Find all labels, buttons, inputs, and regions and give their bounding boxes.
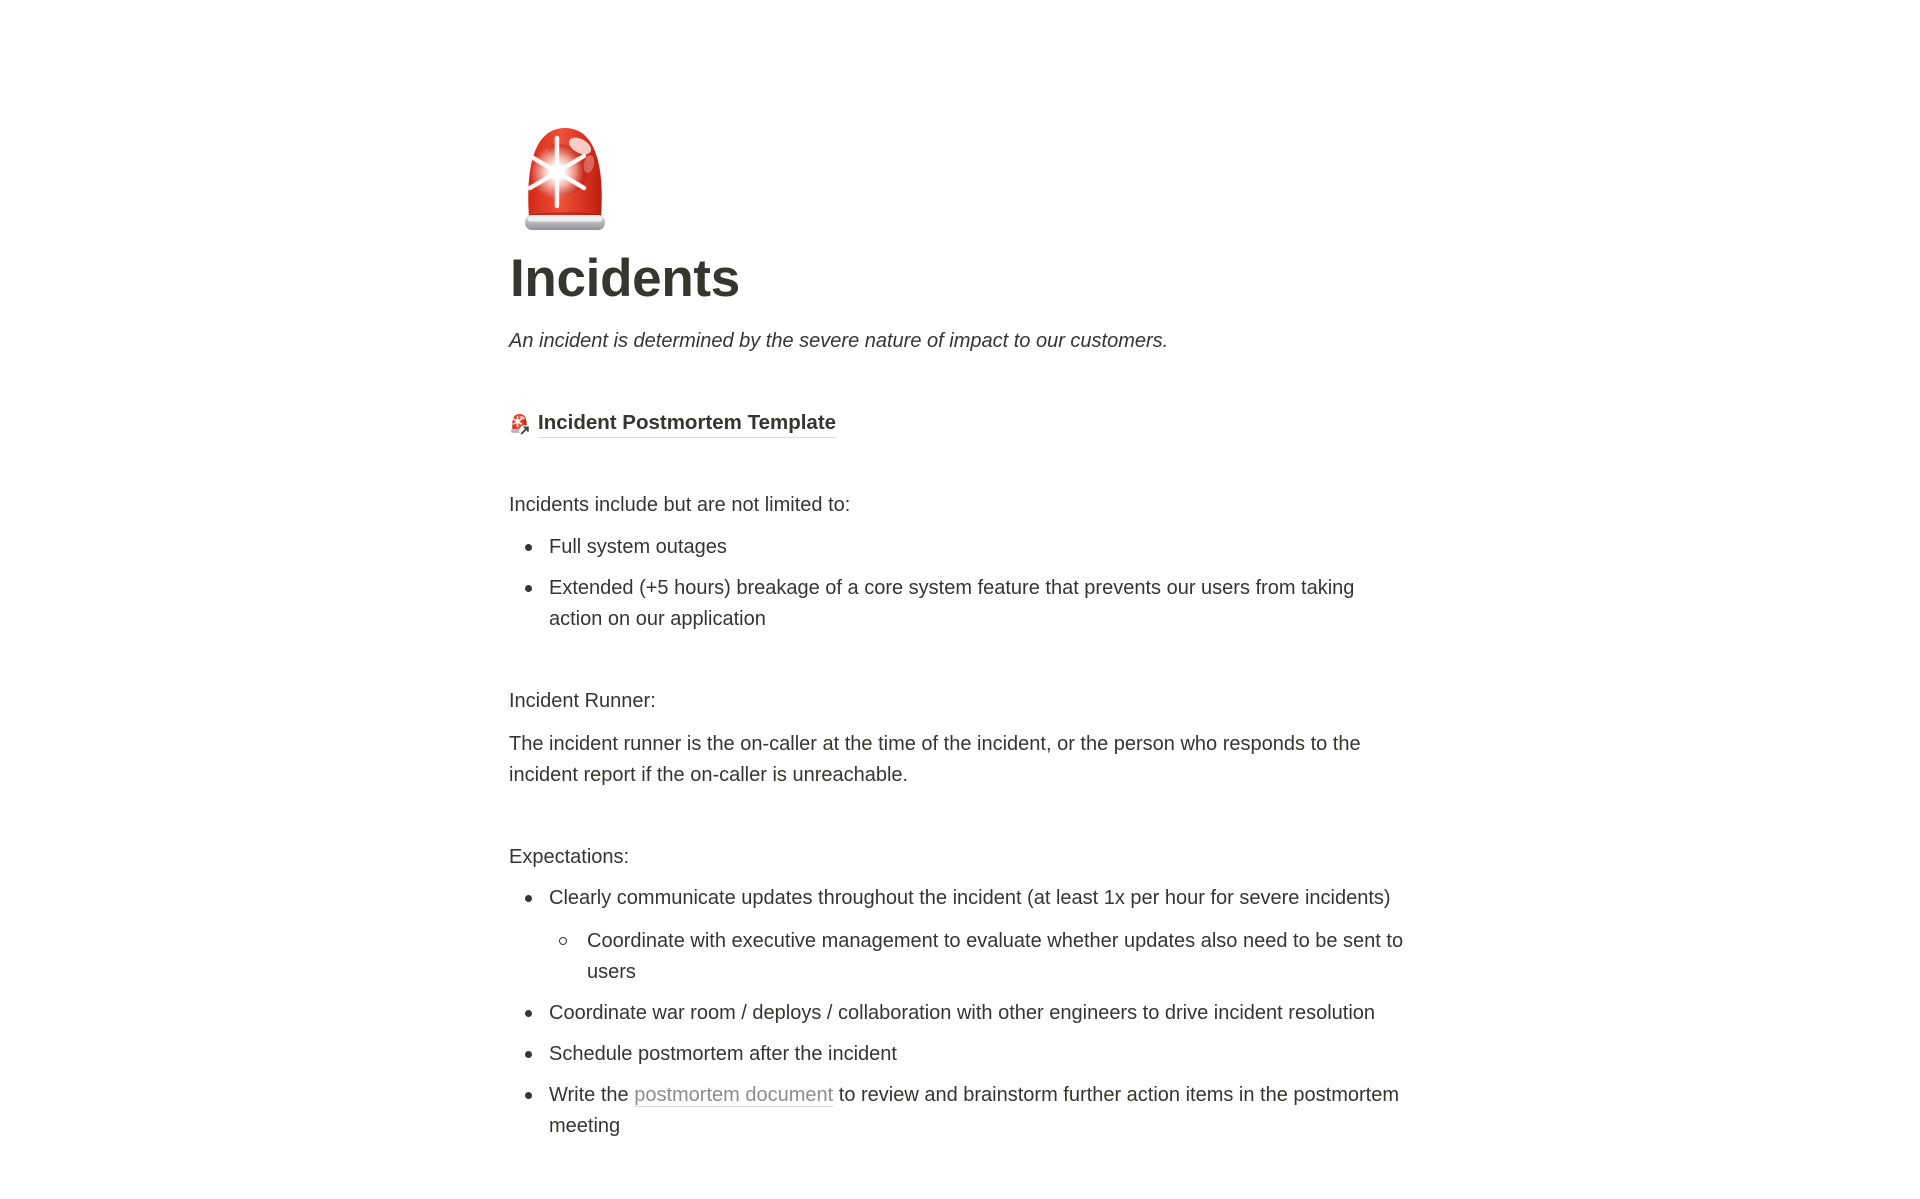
subpage-link-label[interactable]: Incident Postmortem Template xyxy=(538,410,836,438)
list-item-text[interactable]: Write the xyxy=(549,1084,635,1106)
rotating-light-page-icon xyxy=(509,411,531,437)
incident-types-list xyxy=(509,532,1411,635)
incident-runner-heading[interactable]: Incident Runner: xyxy=(509,690,656,712)
empty-block[interactable] xyxy=(509,645,1411,676)
expectations-sublist xyxy=(549,926,1411,988)
list-item-text[interactable]: Clearly communicate updates throughout the incident (at least 1x per hour for severe incidents) xyxy=(549,887,1391,909)
list-item[interactable] xyxy=(509,1080,1411,1142)
list-item[interactable] xyxy=(509,883,1411,988)
page-subtitle[interactable]: An incident is determined by the severe nature of impact to our customers. xyxy=(509,330,1169,352)
empty-block[interactable] xyxy=(509,801,1411,832)
incident-runner-paragraph[interactable]: The incident runner is the on-caller at the time of the incident, or the person who responds to the incident report if the on-caller is unreachable. xyxy=(509,733,1361,786)
incidents-include-intro[interactable]: Incidents include but are not limited to: xyxy=(509,494,851,516)
list-item-text[interactable]: Coordinate war room / deploys / collaboration with other engineers to drive incident resolution xyxy=(549,1002,1376,1024)
subpage-link-incident-postmortem-template[interactable] xyxy=(509,408,836,439)
postmortem-document-link[interactable]: postmortem document xyxy=(634,1084,834,1106)
page-content xyxy=(509,0,1411,1142)
list-item[interactable] xyxy=(509,998,1411,1029)
page-icon[interactable] xyxy=(523,120,1411,232)
page-title[interactable]: Incidents xyxy=(510,249,740,308)
expectations-list xyxy=(509,883,1411,1142)
list-item-text[interactable]: Full system outages xyxy=(549,536,727,558)
list-item[interactable] xyxy=(509,532,1411,563)
list-item-text[interactable]: Extended (+5 hours) breakage of a core system feature that prevents our users from taking action on our application xyxy=(549,577,1355,630)
expectations-heading[interactable]: Expectations: xyxy=(509,846,630,868)
list-item-text[interactable]: Schedule postmortem after the incident xyxy=(549,1043,897,1065)
list-item-text[interactable]: Coordinate with executive management to evaluate whether updates also need to be sent to users xyxy=(587,930,1404,983)
list-item[interactable] xyxy=(509,1039,1411,1070)
list-item-text[interactable]: to review and brainstorm further action items in the postmortem meeting xyxy=(549,1084,1399,1137)
list-item[interactable] xyxy=(509,573,1411,635)
empty-block[interactable] xyxy=(509,367,1411,398)
empty-block[interactable] xyxy=(509,449,1411,480)
rotating-light-emoji[interactable] xyxy=(523,120,607,232)
sub-list-item[interactable] xyxy=(549,926,1411,988)
